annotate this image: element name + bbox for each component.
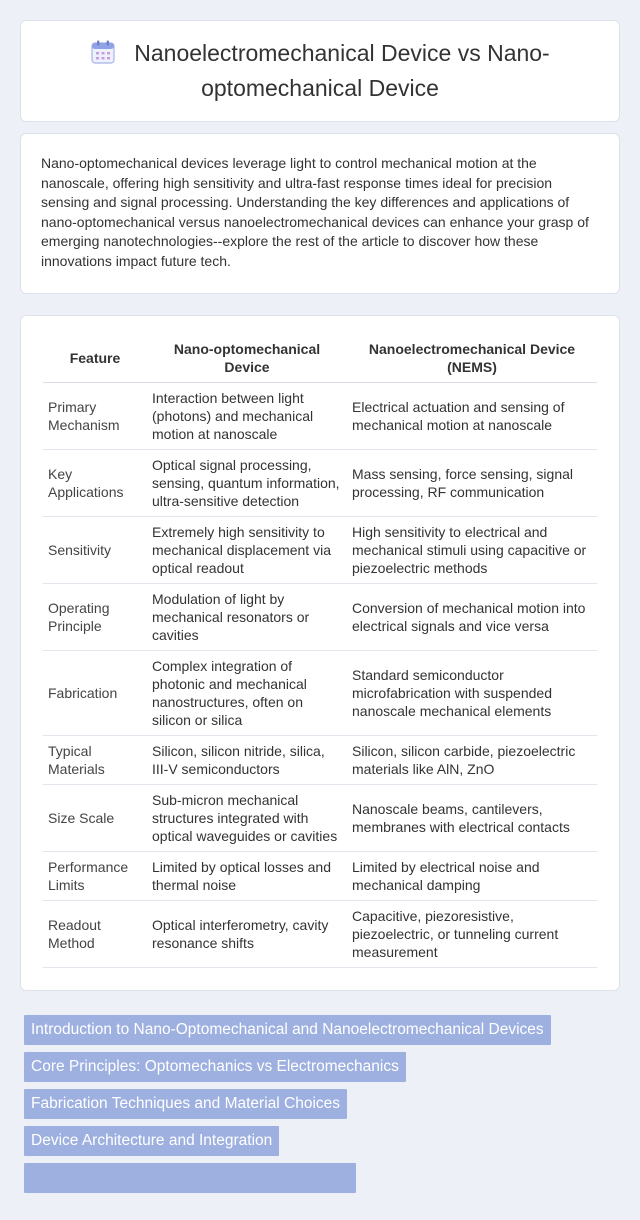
feature-cell: Performance Limits (43, 852, 147, 901)
section-link[interactable]: Fabrication Techniques and Material Choices (24, 1089, 347, 1119)
nems-cell: Nanoscale beams, cantilevers, membranes with electrical contacts (347, 785, 597, 852)
nano-optomechanical-cell: Complex integration of photonic and mechanical nanostructures, often on silicon or silica (147, 651, 347, 736)
nano-optomechanical-cell: Modulation of light by mechanical resonators or cavities (147, 584, 347, 651)
comparison-table-card (20, 315, 620, 991)
column-header: Nanoelectromechanical Device (NEMS) (347, 336, 597, 383)
table-row (43, 785, 597, 852)
column-header: Nano-optomechanical Device (147, 336, 347, 383)
feature-cell: Sensitivity (43, 517, 147, 584)
page-title: Nanoelectromechanical Device vs Nano-optomechanical Device (134, 40, 550, 101)
intro-text: Nano-optomechanical devices leverage light to control mechanical motion at the nanoscale, offering high sensitivity and ultra-fast response times ideal for precision sensing and signal processing. Understanding the key differences and applications of nano-optomechanical versus nanoelectromechanical devices can enhance your grasp of emerging nanotechnologies--explore the rest of the article to discover how these innovations impact future tech. (41, 155, 589, 269)
table-row (43, 852, 597, 901)
nano-optomechanical-cell: Optical signal processing, sensing, quantum information, ultra-sensitive detection (147, 450, 347, 517)
nems-cell: Limited by electrical noise and mechanical damping (347, 852, 597, 901)
column-header: Feature (43, 336, 147, 383)
nems-cell: Silicon, silicon carbide, piezoelectric materials like AlN, ZnO (347, 736, 597, 785)
table-row (43, 736, 597, 785)
table-row (43, 901, 597, 968)
nano-optomechanical-cell: Sub-micron mechanical structures integrated with optical waveguides or cavities (147, 785, 347, 852)
nano-optomechanical-cell: Silicon, silicon nitride, silica, III-V semiconductors (147, 736, 347, 785)
table-row (43, 651, 597, 736)
nano-optomechanical-cell: Extremely high sensitivity to mechanical displacement via optical readout (147, 517, 347, 584)
table-row (43, 450, 597, 517)
nems-cell: Mass sensing, force sensing, signal processing, RF communication (347, 450, 597, 517)
section-link[interactable]: Introduction to Nano-Optomechanical and Nanoelectromechanical Devices (24, 1015, 551, 1045)
nems-cell: Conversion of mechanical motion into electrical signals and vice versa (347, 584, 597, 651)
table-header-row (43, 336, 597, 383)
comparison-table (43, 336, 597, 968)
nems-cell: Standard semiconductor microfabrication with suspended nanoscale mechanical elements (347, 651, 597, 736)
feature-cell: Typical Materials (43, 736, 147, 785)
feature-cell: Key Applications (43, 450, 147, 517)
nano-optomechanical-cell: Optical interferometry, cavity resonance shifts (147, 901, 347, 968)
intro-card (20, 133, 620, 294)
feature-cell: Primary Mechanism (43, 383, 147, 450)
title-card (20, 20, 620, 122)
related-links (0, 1015, 640, 1205)
nems-cell: Capacitive, piezoresistive, piezoelectric, or tunneling current measurement (347, 901, 597, 968)
calendar-icon (90, 39, 116, 73)
feature-cell: Operating Principle (43, 584, 147, 651)
table-row (43, 517, 597, 584)
feature-cell: Readout Method (43, 901, 147, 968)
section-link[interactable] (24, 1163, 356, 1193)
table-row (43, 584, 597, 651)
section-link[interactable]: Device Architecture and Integration (24, 1126, 279, 1156)
nems-cell: High sensitivity to electrical and mechanical stimuli using capacitive or piezoelectric methods (347, 517, 597, 584)
section-link[interactable]: Core Principles: Optomechanics vs Electromechanics (24, 1052, 406, 1082)
table-row (43, 383, 597, 450)
nano-optomechanical-cell: Interaction between light (photons) and mechanical motion at nanoscale (147, 383, 347, 450)
nano-optomechanical-cell: Limited by optical losses and thermal noise (147, 852, 347, 901)
feature-cell: Size Scale (43, 785, 147, 852)
nems-cell: Electrical actuation and sensing of mechanical motion at nanoscale (347, 383, 597, 450)
feature-cell: Fabrication (43, 651, 147, 736)
